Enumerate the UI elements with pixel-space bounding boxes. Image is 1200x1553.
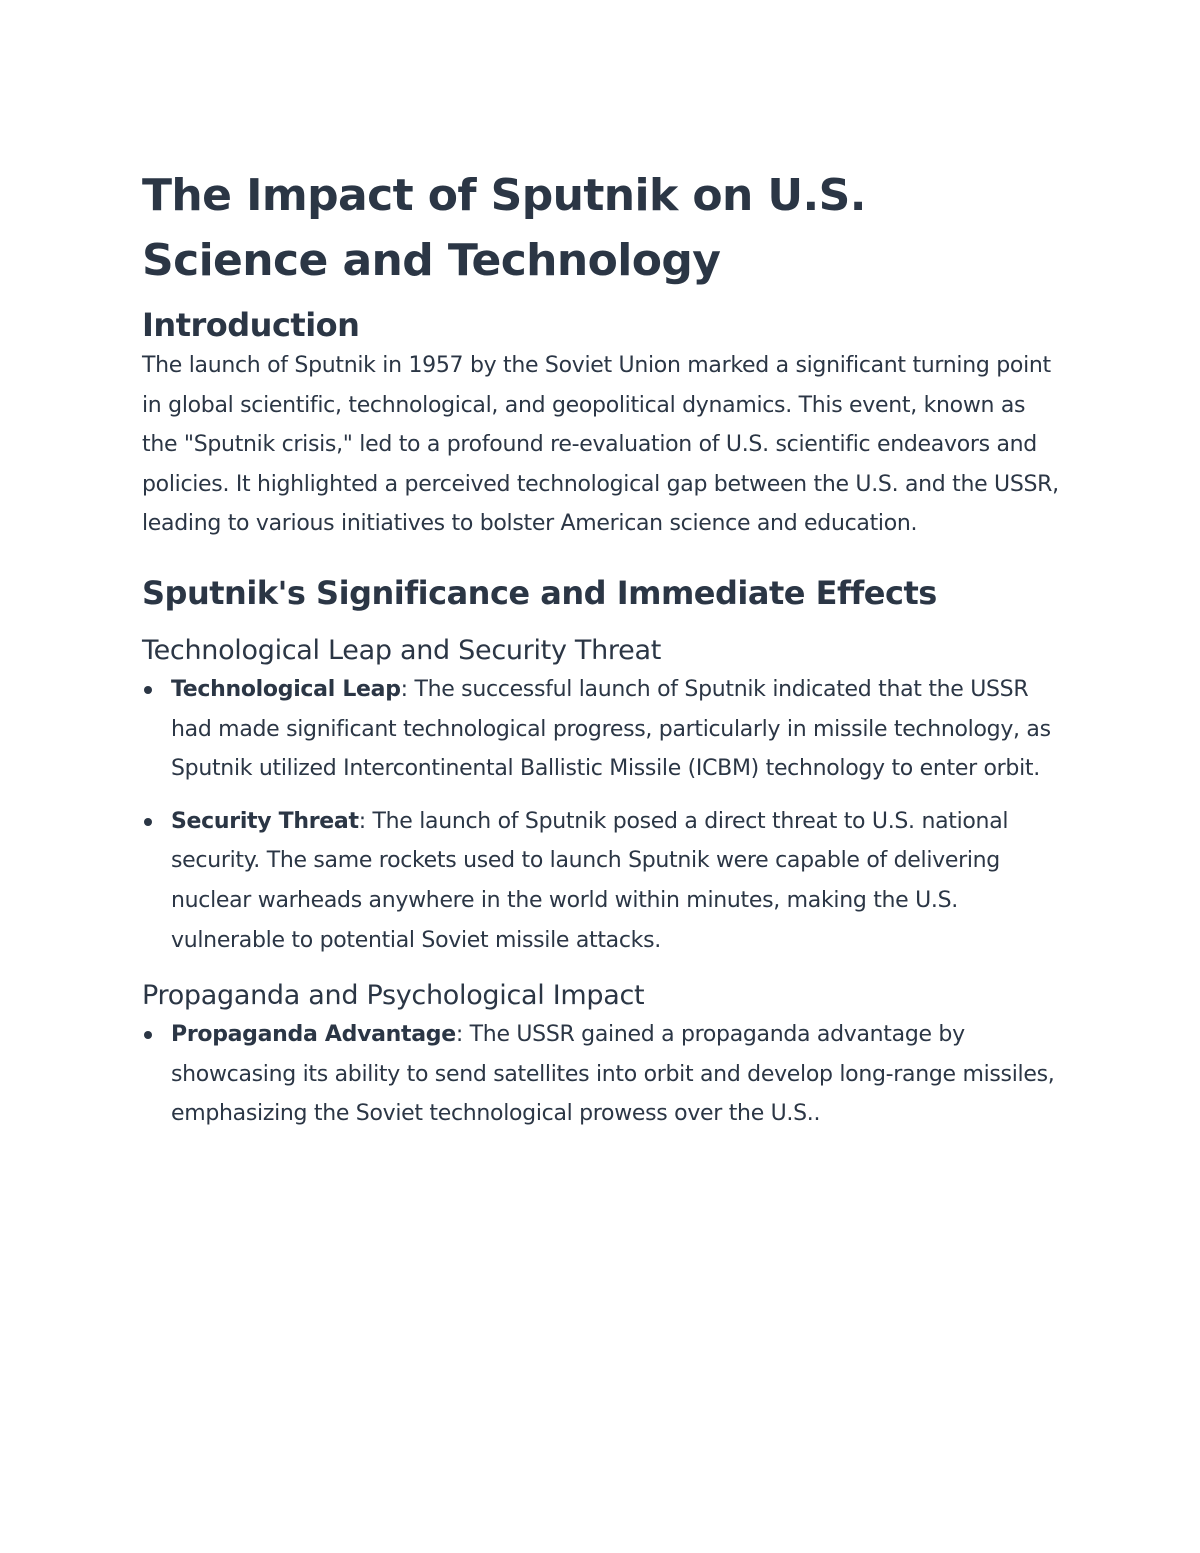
list-item xyxy=(142,1015,1062,1134)
introduction-heading: Introduction xyxy=(142,306,360,344)
list-item-text: : The USSR gained a propaganda advantage by showcasing its ability to send satellites into orbit and develop long-range missiles, emphasizing the Soviet technological prowess over the U.S.. xyxy=(171,1022,1055,1127)
bullet-list-technological xyxy=(142,670,1062,960)
section-heading: Sputnik's Significance and Immediate Effects xyxy=(142,573,937,612)
bullet-list-propaganda xyxy=(142,1015,1062,1134)
subsection-heading-propaganda: Propaganda and Psychological Impact xyxy=(142,980,645,1012)
list-item-term: Propaganda Advantage xyxy=(171,1022,456,1048)
subsection-heading-technological-leap: Technological Leap and Security Threat xyxy=(142,634,661,666)
list-item xyxy=(142,670,1062,789)
list-item-text: : The successful launch of Sputnik indicated that the USSR had made significant technological progress, particularly in missile technology, as Sputnik utilized Intercontinental Ballistic Missile (ICBM) technology to enter orbit. xyxy=(171,676,1051,782)
introduction-paragraph: The launch of Sputnik in 1957 by the Soviet Union marked a significant turning point in global scientific, technological, and geopolitical dynamics. This event, known as the "Sputnik crisis," led to a profound re-evaluation of U.S. scientific endeavors and policies. It highlighted a perceived technological gap between the U.S. and the USSR, leading to various initiatives to bolster American science and education. xyxy=(142,353,1059,537)
document-title: The Impact of Sputnik on U.S. Science and Technology xyxy=(142,170,866,286)
bullet-icon xyxy=(144,686,152,694)
bullet-icon xyxy=(144,1031,152,1039)
list-item-text: : The launch of Sputnik posed a direct threat to U.S. national security. The same rockets used to launch Sputnik were capable of delivering nuclear warheads anywhere in the world within minutes, making the U.S. vulnerable to potential Soviet missile attacks. xyxy=(171,808,1009,953)
list-item-term: Technological Leap xyxy=(171,676,401,702)
list-item-term: Security Threat xyxy=(171,808,359,834)
bullet-icon xyxy=(144,818,152,826)
list-item xyxy=(142,802,1062,960)
document-page xyxy=(142,163,1062,1134)
